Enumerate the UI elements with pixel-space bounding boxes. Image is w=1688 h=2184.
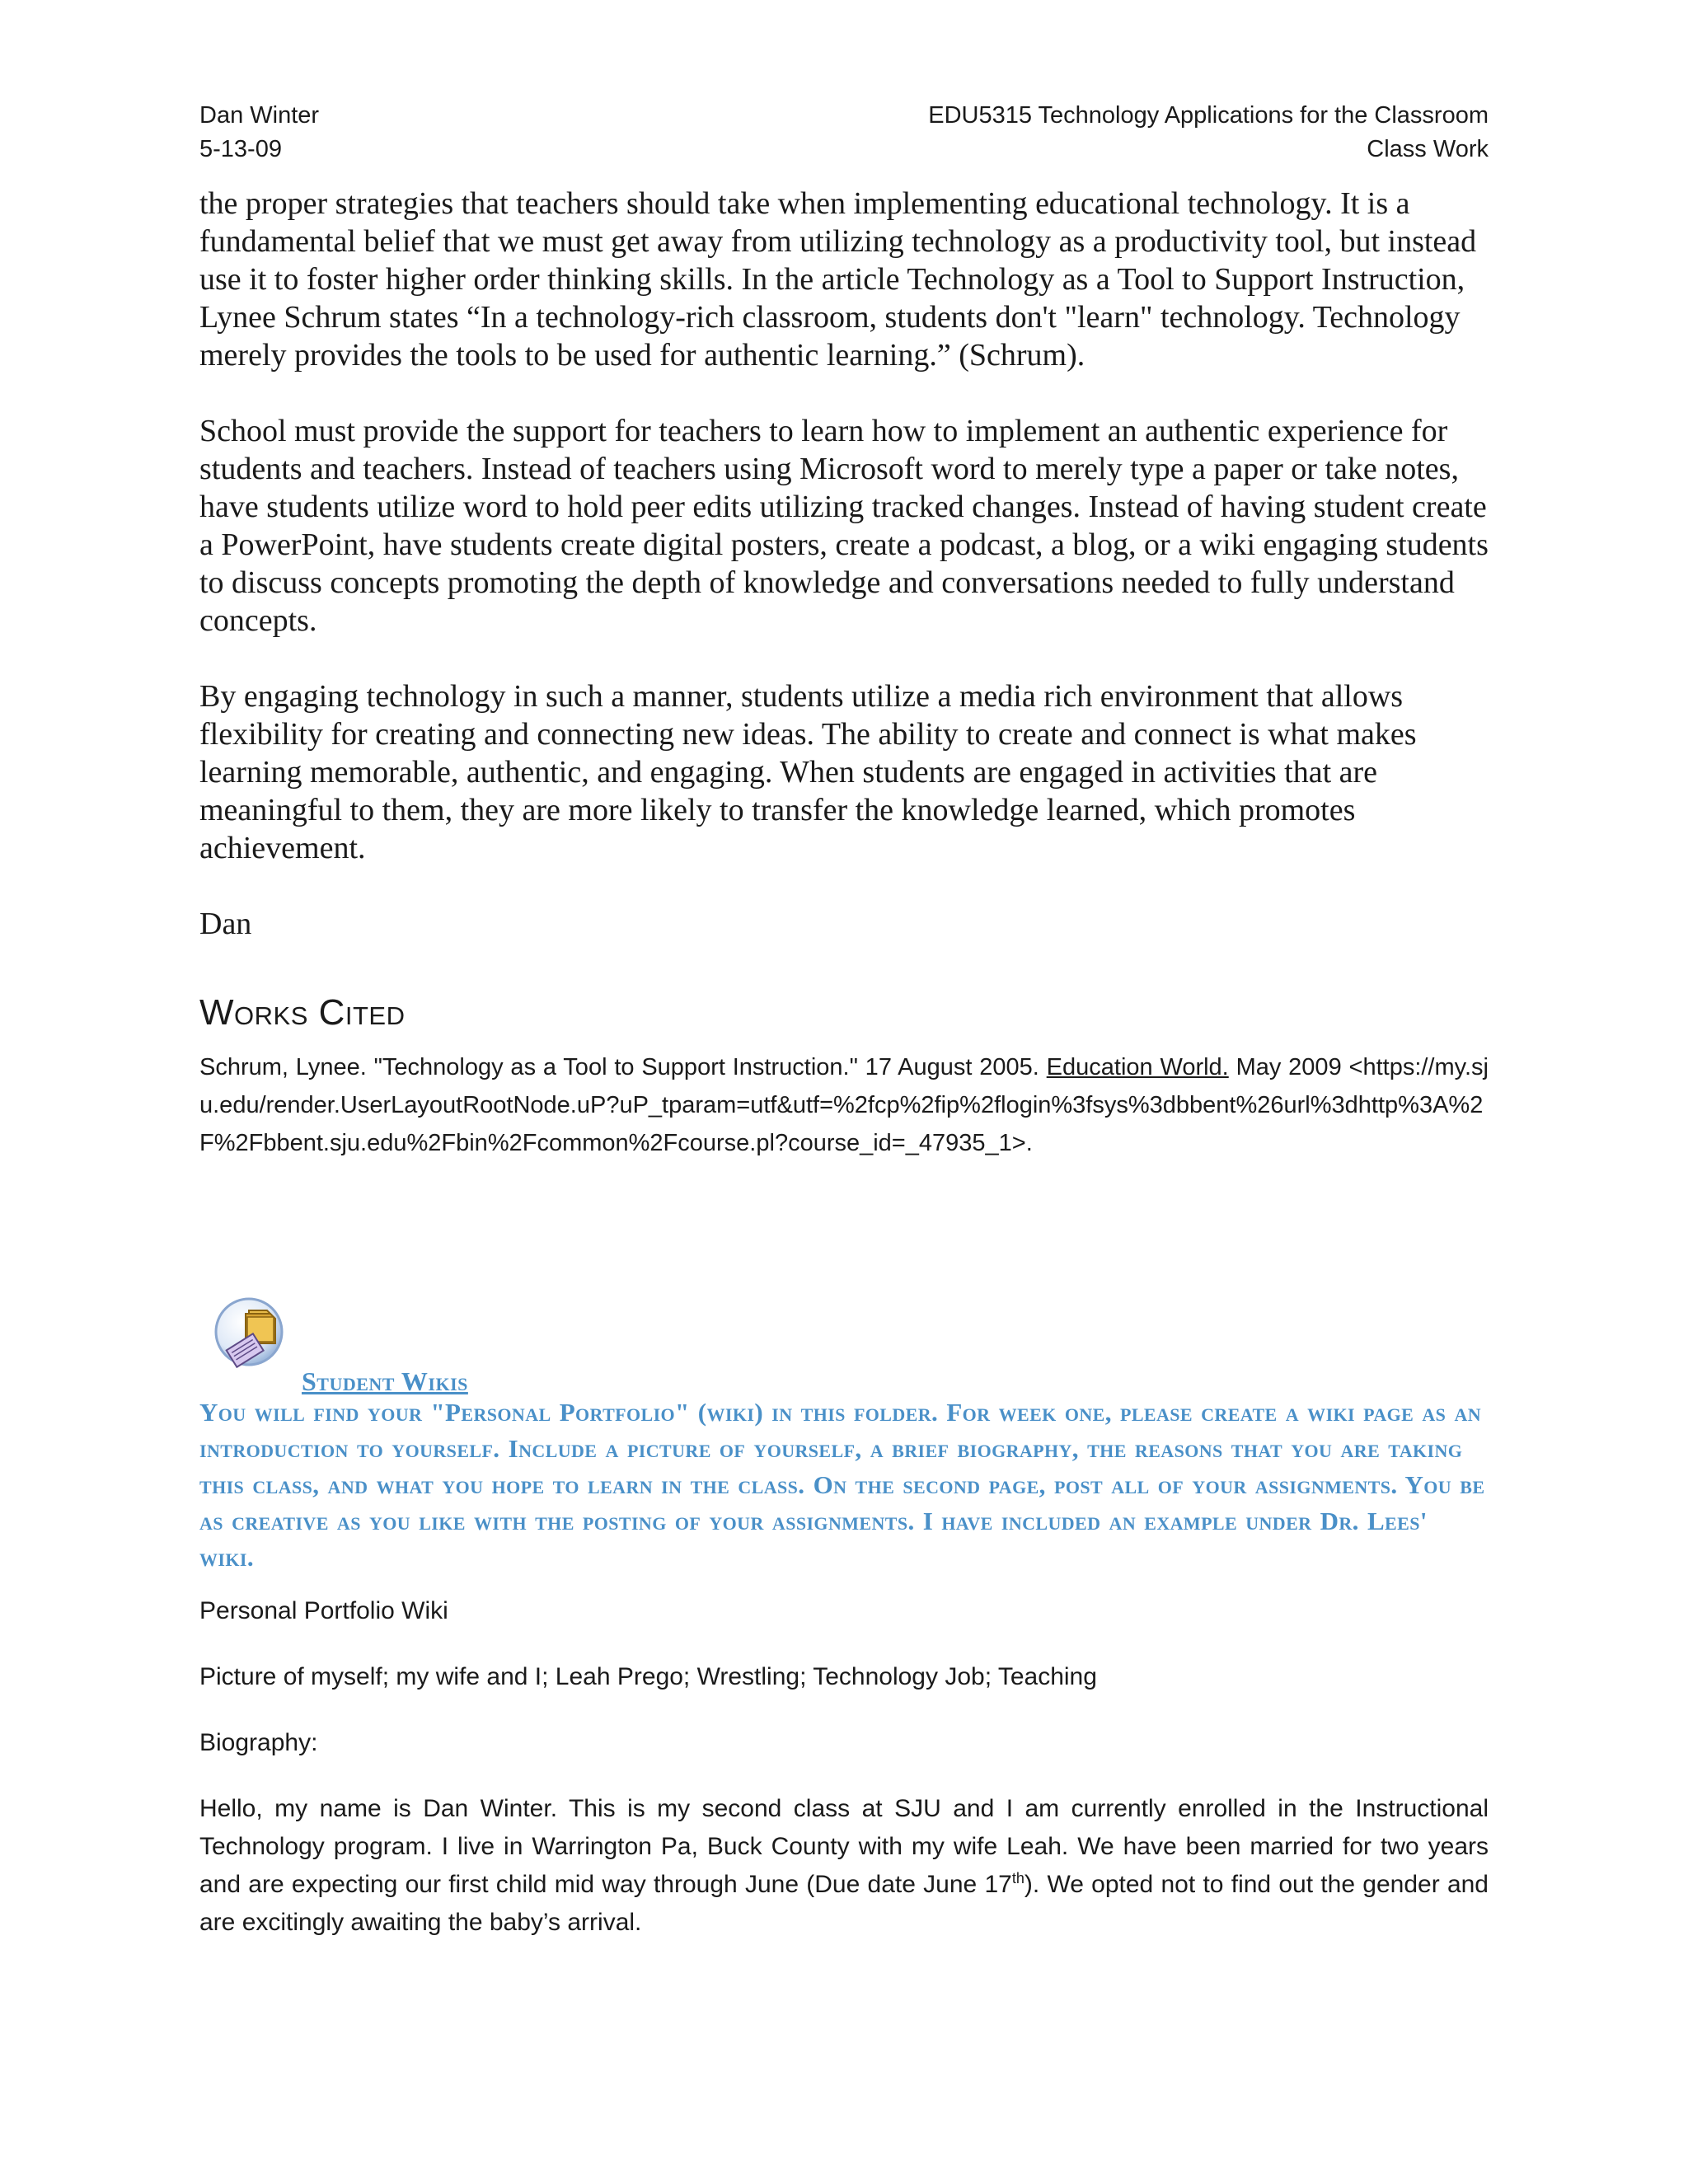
header-author: Dan Winter [199,102,320,129]
portfolio-pictures: Picture of myself; my wife and I; Leah Prego; Wrestling; Technology Job; Teaching [199,1663,1097,1690]
portfolio-section [199,1592,1489,1942]
document-page [199,99,1489,1162]
essay-paragraph-3: By engaging technology in such a manner, students utilize a media rich environment that allows flexibility for creating and connecting new ideas. The ability to create and connect is what makes learning memorable, authentic, and engaging. When students are engaged in activities that are meaningful to them, they are more likely to transfer the knowledge learned, which promotes achievement. [199,679,1417,865]
biography-text-start: Hello, my name is Dan Winter. This is my second class at SJU and I am currently enrolled in the Instructional Technology program. I live in Warrington Pa, Buck County with my wife Leah. We have been married for two years and are expecting our first child mid way through June (Due date June 17 [199,1795,1489,1898]
biography-text-end: ). We opted not to find out the gender and are excitingly awaiting the baby’s arrival. [199,1871,1489,1936]
header-course: EDU5315 Technology Applications for the Classroom [928,102,1489,129]
header-type: Class Work [1367,136,1489,162]
citation-text-start: Schrum, Lynee. "Technology as a Tool to Support Instruction." 17 August 2005. [199,1054,1047,1080]
essay-paragraph-2: School must provide the support for teachers to learn how to implement an authentic experience for students and teachers. Instead of teachers using Microsoft word to merely type a paper or take notes, have students utilize word to hold peer edits utilizing tracked changes. Instead of having student create a PowerPoint, have students create digital posters, create a podcast, a blog, or a wiki engaging students to discuss concepts promoting the depth of knowledge and conversations needed to fully understand concepts. [199,414,1489,638]
biography-label: Biography: [199,1729,318,1756]
citation-source: Education World. [1046,1054,1229,1080]
biography-text [199,1790,1489,1942]
biography-superscript: th [1011,1870,1025,1886]
student-wikis-link[interactable]: Student Wikis [302,1366,468,1396]
wiki-instructions: You will find your "Personal Portfolio" (wiki) in this folder. For week one, please create a wiki page as an introduction to yourself. Include a picture of yourself, a brief biography, the reasons that you are taking this class, and what you hope to learn in the class. On the second page, post all of your assignments. You be as creative as you like with the posting of your assignments. I have included an example under Dr. Lees' wiki. [199,1398,1485,1572]
citation-text-end: May 2009 <https://my.sju.edu/render.UserLayoutRootNode.uP?uP_tparam=utf&utf=%2fcp%2fip%2flogin%3fsys%3dbbent%26url%3dhttp%3A%2F%2Fbbent.sju.edu%2Fbin%2Fcommon%2Fcourse.pl?course_id=_47935_1>. [199,1054,1489,1156]
citation [199,1048,1489,1162]
essay-signature: Dan [199,907,252,941]
page-header [199,99,1489,166]
portfolio-title: Personal Portfolio Wiki [199,1597,448,1624]
folder-wiki-icon[interactable] [213,1296,292,1375]
works-cited-heading: Works Cited [199,992,406,1033]
header-date: 5-13-09 [199,136,282,162]
essay-paragraph-1: the proper strategies that teachers should take when implementing educational technology. It is a fundamental belief that we must get away from utilizing technology as a productivity tool, but instead use it to foster higher order thinking skills. In the article Technology as a Tool to Support Instruction, Lynee Schrum states “In a technology-rich classroom, students don't "learn" technology. Technology merely provides the tools to be used for authentic learning.” (Schrum). [199,186,1477,373]
